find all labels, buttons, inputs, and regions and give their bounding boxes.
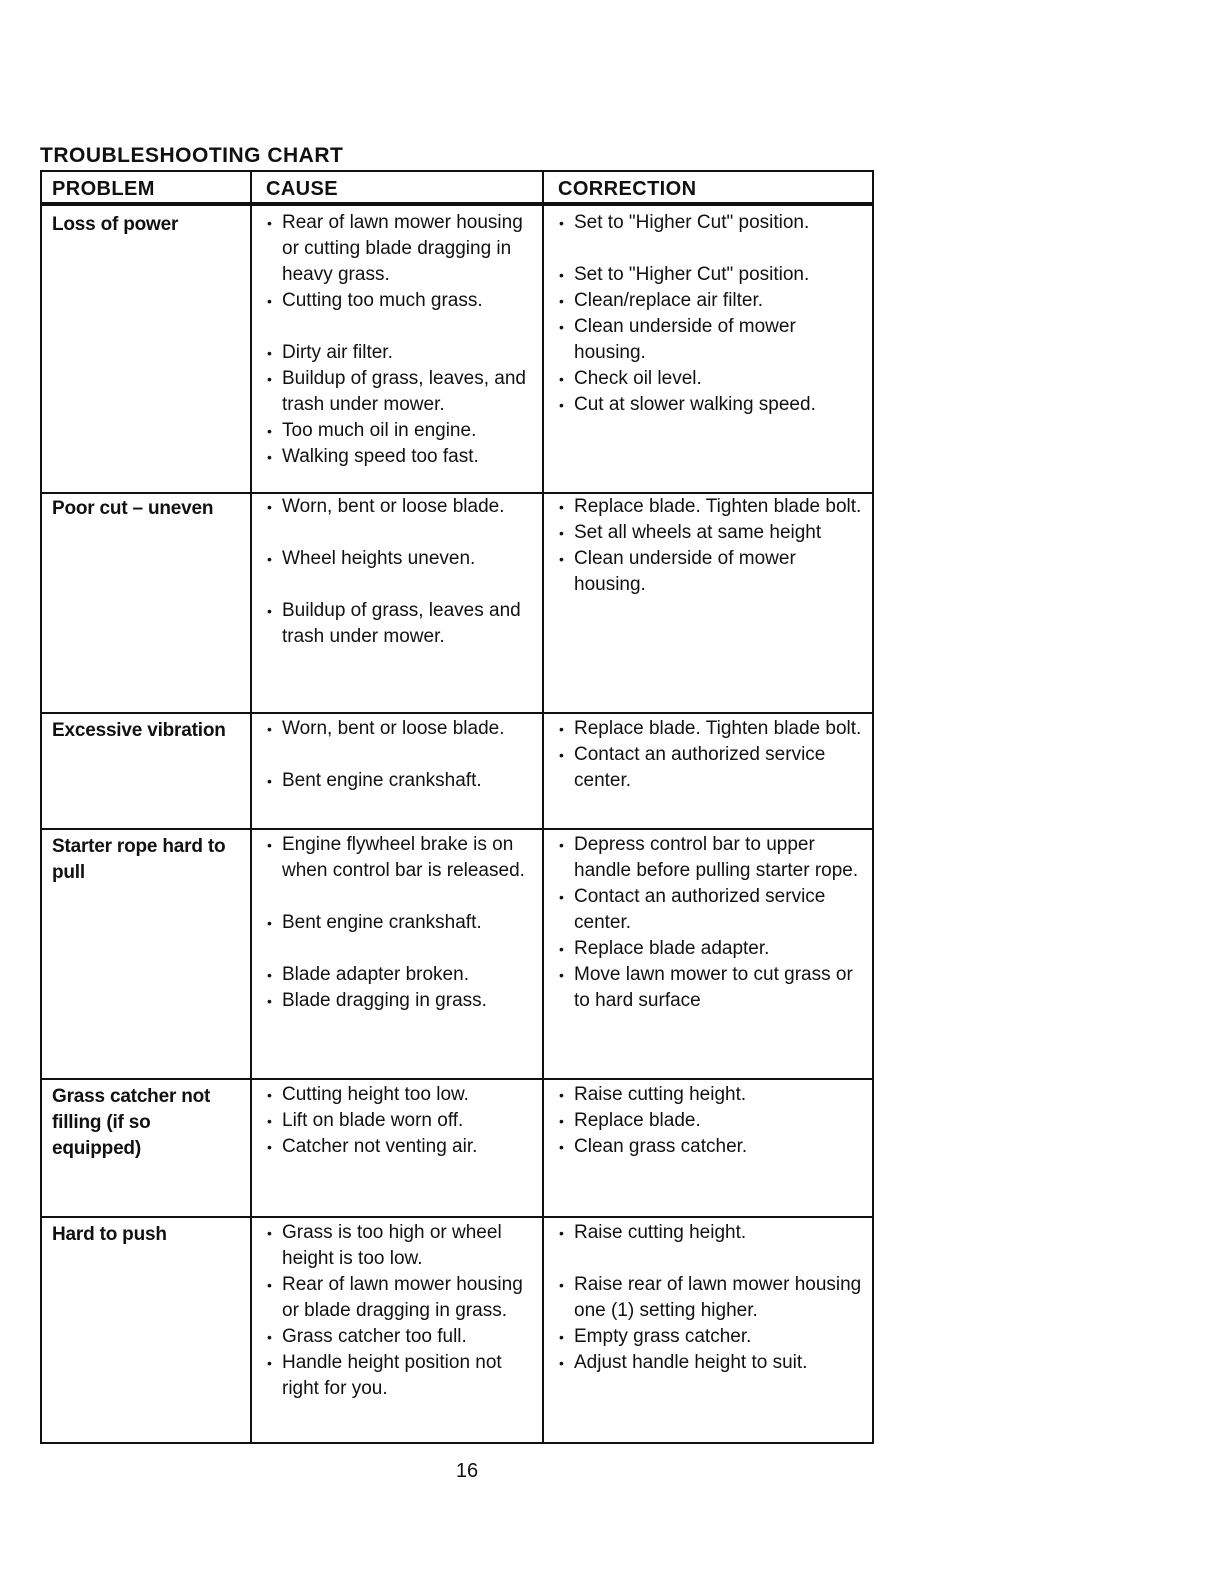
- correction-item: • Check oil level.: [558, 366, 862, 392]
- problem-label: Poor cut – uneven: [52, 498, 214, 519]
- troubleshooting-table: [40, 170, 874, 1442]
- cause-item: • Engine flywheel brake is on when control bar is released.: [266, 832, 532, 884]
- page-number: 16: [455, 1460, 479, 1482]
- cause-item: • Bent engine crankshaft.: [266, 910, 532, 936]
- cause-item: • Bent engine crankshaft.: [266, 768, 532, 794]
- cause-item: • Wheel heights uneven.: [266, 546, 532, 572]
- correction-item: • Contact an authorized service center.: [558, 742, 862, 794]
- correction-item: • Set to "Higher Cut" position.: [558, 262, 862, 288]
- problem-label: Loss of power: [52, 214, 179, 235]
- correction-item: • Raise cutting height.: [558, 1220, 862, 1246]
- correction-list: [542, 1216, 872, 1442]
- cause-item: • Rear of lawn mower housing or cutting blade dragging in heavy grass.: [266, 210, 532, 288]
- correction-item: • Set all wheels at same height: [558, 520, 862, 546]
- cause-item: • Buildup of grass, leaves, and trash under mower.: [266, 366, 532, 418]
- correction-item: • Adjust handle height to suit.: [558, 1350, 862, 1376]
- correction-item: • Depress control bar to upper handle before pulling starter rope.: [558, 832, 862, 884]
- cause-item: • Handle height position not right for you.: [266, 1350, 532, 1402]
- table-header-row: [40, 170, 874, 204]
- correction-item: • Contact an authorized service center.: [558, 884, 862, 936]
- cause-list: [250, 206, 542, 492]
- correction-item: • Raise rear of lawn mower housing one (1) setting higher.: [558, 1272, 862, 1324]
- correction-item: • Clean underside of mower housing.: [558, 546, 862, 598]
- header-problem: PROBLEM: [52, 178, 155, 200]
- cause-item: • Blade adapter broken.: [266, 962, 532, 988]
- correction-item: • Empty grass catcher.: [558, 1324, 862, 1350]
- cause-list: [250, 1078, 542, 1216]
- correction-item: • Move lawn mower to cut grass or to hard surface: [558, 962, 862, 1014]
- problem-label: Hard to push: [52, 1224, 167, 1245]
- cause-item: • Grass catcher too full.: [266, 1324, 532, 1350]
- correction-list: [542, 828, 872, 1078]
- correction-item: • Raise cutting height.: [558, 1082, 862, 1108]
- correction-item: • Replace blade. Tighten blade bolt.: [558, 716, 862, 742]
- correction-item: • Set to "Higher Cut" position.: [558, 210, 862, 236]
- cause-list: [250, 828, 542, 1078]
- cause-list: [250, 712, 542, 828]
- table-row: [40, 1078, 874, 1218]
- cause-item: • Walking speed too fast.: [266, 444, 532, 470]
- cause-list: [250, 1216, 542, 1442]
- correction-item: • Clean/replace air filter.: [558, 288, 862, 314]
- problem-label: Excessive vibration: [52, 720, 226, 741]
- table-row: [40, 1216, 874, 1444]
- header-correction: CORRECTION: [542, 172, 872, 202]
- cause-item: • Grass is too high or wheel height is too low.: [266, 1220, 532, 1272]
- cause-item: • Buildup of grass, leaves and trash under mower.: [266, 598, 532, 650]
- table-row: [40, 490, 874, 714]
- cause-item: • Too much oil in engine.: [266, 418, 532, 444]
- cause-item: • Catcher not venting air.: [266, 1134, 532, 1160]
- correction-list: [542, 490, 872, 712]
- table-row: [40, 828, 874, 1080]
- chart-title: TROUBLESHOOTING CHART: [40, 144, 344, 167]
- correction-item: • Clean underside of mower housing.: [558, 314, 862, 366]
- correction-item: • Clean grass catcher.: [558, 1134, 862, 1160]
- cause-item: • Dirty air filter.: [266, 340, 532, 366]
- cause-item: • Cutting height too low.: [266, 1082, 532, 1108]
- correction-list: [542, 1078, 872, 1216]
- cause-item: • Rear of lawn mower housing or blade dragging in grass.: [266, 1272, 532, 1324]
- header-cause: CAUSE: [250, 172, 542, 202]
- cause-item: • Lift on blade worn off.: [266, 1108, 532, 1134]
- correction-item: • Cut at slower walking speed.: [558, 392, 862, 418]
- correction-item: • Replace blade.: [558, 1108, 862, 1134]
- table-row: [40, 204, 874, 494]
- cause-list: [250, 490, 542, 712]
- correction-list: [542, 712, 872, 828]
- problem-label: Starter rope hard to pull: [52, 836, 226, 883]
- problem-label: Grass catcher not filling (if so equipped): [52, 1086, 211, 1159]
- cause-item: • Blade dragging in grass.: [266, 988, 532, 1014]
- cause-item: • Worn, bent or loose blade.: [266, 494, 532, 520]
- correction-list: [542, 206, 872, 492]
- cause-item: • Worn, bent or loose blade.: [266, 716, 532, 742]
- table-row: [40, 712, 874, 830]
- correction-item: • Replace blade adapter.: [558, 936, 862, 962]
- correction-item: • Replace blade. Tighten blade bolt.: [558, 494, 862, 520]
- cause-item: • Cutting too much grass.: [266, 288, 532, 314]
